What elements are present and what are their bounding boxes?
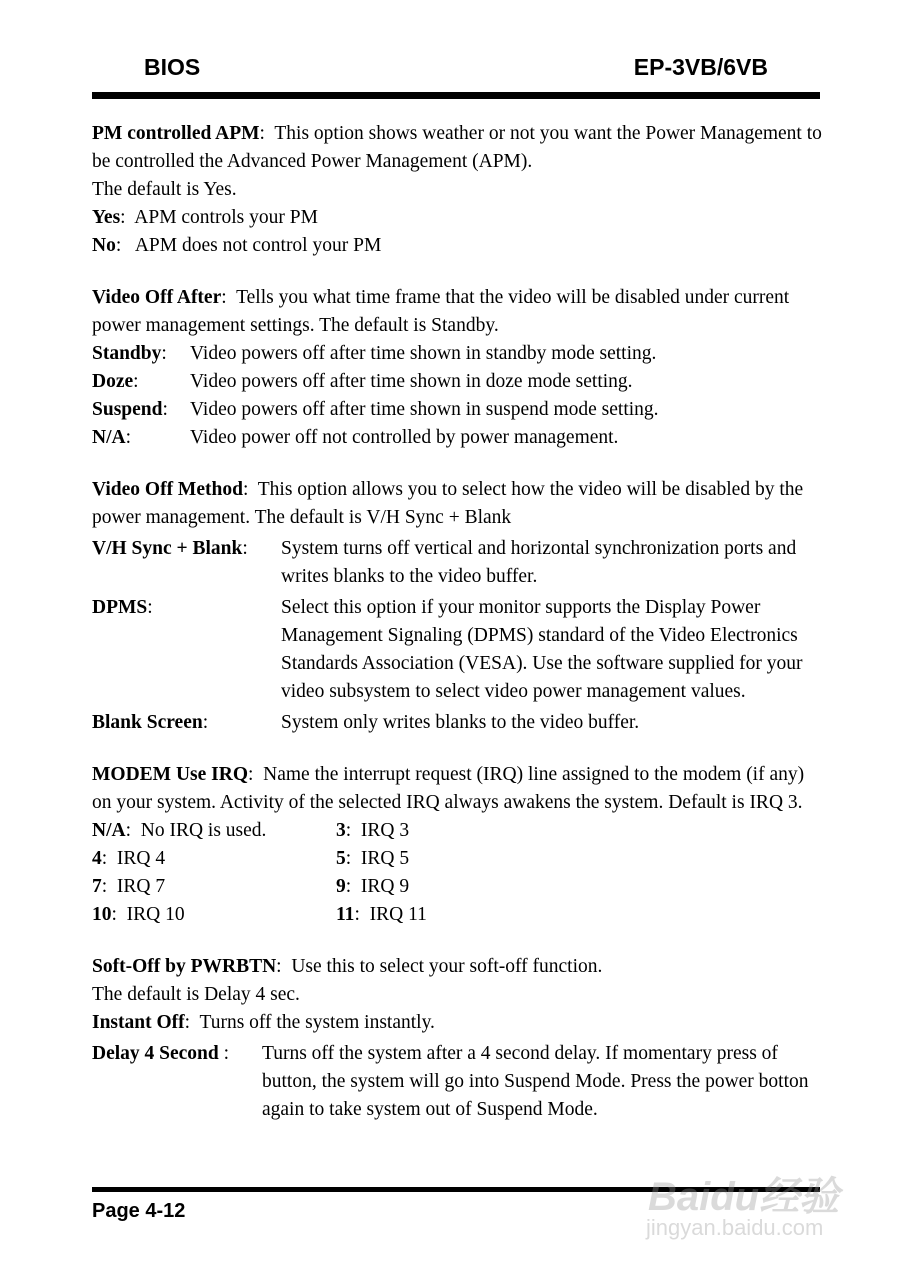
section-pm-controlled-apm [92, 120, 822, 260]
option-value: System only writes blanks to the video buffer. [281, 712, 640, 733]
pm-option-yes: Yes: APM controls your PM [92, 207, 318, 228]
option-key-wrap: Suspend: [92, 399, 168, 420]
option-value: Video powers off after time shown in doze mode setting. [190, 371, 633, 392]
modem-desc-text: Name the interrupt request (IRQ) line assigned to the modem (if any) on your system. Activity of the selected IRQ always awakens the system. Default is IRQ 3. [92, 764, 805, 813]
pm-default: The default is Yes. [92, 179, 237, 200]
video-off-method-description: Video Off Method: This option allows you to select how the video will be disabled by the power management. The default is V/H Sync + Blank [92, 479, 804, 528]
section-modem-use-irq [92, 761, 822, 929]
irq-option: N/A: No IRQ is used. [92, 820, 267, 841]
option-key-wrap: N/A: [92, 427, 132, 448]
option-key: 11 [336, 904, 355, 925]
option-key: Standby [92, 343, 162, 364]
soft-off-description: Soft-Off by PWRBTN: Use this to select your soft-off function. [92, 956, 603, 977]
modem-term: MODEM Use IRQ [92, 764, 248, 785]
option-key: Instant Off [92, 1012, 185, 1033]
option-value: IRQ 10 [126, 904, 185, 925]
option-key: 3 [336, 820, 346, 841]
video-off-after-option-doze [92, 368, 822, 396]
option-key-wrap: Delay 4 Second : [92, 1043, 230, 1064]
irq-option: 9: IRQ 9 [336, 876, 410, 897]
option-value: Video power off not controlled by power management. [190, 427, 619, 448]
soft-off-desc-text: Use this to select your soft-off function. [291, 956, 603, 977]
option-key: No [92, 235, 116, 256]
section-video-off-after [92, 284, 822, 452]
pm-option-no: No: APM does not control your PM [92, 235, 382, 256]
option-key: 5 [336, 848, 346, 869]
option-value: Turns off the system instantly. [199, 1012, 435, 1033]
pm-description: PM controlled APM: This option shows weather or not you want the Power Management to be controlled the Advanced Power Management (APM). [92, 123, 822, 172]
irq-option: 10: IRQ 10 [92, 904, 185, 925]
option-value: APM controls your PM [134, 207, 318, 228]
irq-option: 3: IRQ 3 [336, 820, 410, 841]
irq-option: 7: IRQ 7 [92, 876, 166, 897]
option-value: Select this option if your monitor supports the Display Power Management Signaling (DPMS) standard of the Video Electronics Standards Association (VESA). Use the software supplied for your video subsystem to select video power management values. [281, 597, 803, 702]
option-key: 9 [336, 876, 346, 897]
header-rule [92, 92, 820, 99]
option-key: Suspend [92, 399, 163, 420]
section-soft-off-by-pwrbtn [92, 953, 822, 1124]
soft-off-option-instant: Instant Off: Turns off the system instantly. [92, 1012, 435, 1033]
option-value: System turns off vertical and horizontal synchronization ports and writes blanks to the video buffer. [281, 538, 797, 587]
option-value: Turns off the system after a 4 second delay. If momentary press of button, the system will go into Suspend Mode. Press the power botton again to take system out of Suspend Mode. [262, 1043, 809, 1120]
option-key-wrap: Blank Screen: [92, 712, 209, 733]
modem-description: MODEM Use IRQ: Name the interrupt request (IRQ) line assigned to the modem (if any) on your system. Activity of the selected IRQ always awakens the system. Default is IRQ 3. [92, 764, 805, 813]
option-key-wrap: Standby: [92, 343, 167, 364]
header-title-right: EP-3VB/6VB [633, 54, 768, 80]
video-off-method-option-blank-screen [92, 709, 822, 737]
irq-option: 5: IRQ 5 [336, 848, 410, 869]
option-key: N/A [92, 427, 126, 448]
option-key: Doze [92, 371, 134, 392]
option-key: 10 [92, 904, 112, 925]
section-video-off-method [92, 476, 822, 737]
irq-option: 4: IRQ 4 [92, 848, 166, 869]
option-value: IRQ 5 [360, 848, 410, 869]
video-off-after-desc-text: Tells you what time frame that the video will be disabled under current power management settings. The default is Standby. [92, 287, 790, 336]
option-key-wrap: V/H Sync + Blank: [92, 538, 248, 559]
option-key: Delay 4 Second [92, 1043, 219, 1064]
pm-desc-text: This option shows weather or not you want the Power Management to be controlled the Advanced Power Management (APM). [92, 123, 822, 172]
option-value: IRQ 7 [116, 876, 166, 897]
soft-off-option-delay [92, 1040, 822, 1124]
video-off-after-term: Video Off After [92, 287, 222, 308]
document-body [92, 120, 822, 1124]
option-value: Video powers off after time shown in suspend mode setting. [190, 399, 659, 420]
video-off-after-description: Video Off After: Tells you what time frame that the video will be disabled under current power management settings. The default is Standby. [92, 287, 790, 336]
header-title-left: BIOS [144, 54, 201, 80]
option-value: IRQ 9 [360, 876, 410, 897]
option-value: APM does not control your PM [134, 235, 382, 256]
option-key: N/A [92, 820, 126, 841]
option-key: 4 [92, 848, 102, 869]
page-number: Page 4-12 [92, 1200, 186, 1222]
watermark-site: jingyan.baidu.com [646, 1215, 824, 1240]
option-value: Video powers off after time shown in standby mode setting. [190, 343, 657, 364]
option-key: Yes [92, 207, 121, 228]
video-off-after-option-na [92, 424, 822, 452]
soft-off-term: Soft-Off by PWRBTN [92, 956, 277, 977]
video-off-method-option-vh-sync [92, 535, 822, 591]
modem-irq-grid [92, 817, 822, 929]
baidu-watermark-logo [640, 1165, 860, 1245]
irq-option: 11: IRQ 11 [336, 904, 427, 925]
video-off-method-option-dpms [92, 594, 822, 706]
video-off-method-desc-text: This option allows you to select how the video will be disabled by the power management. The default is V/H Sync + Blank [92, 479, 804, 528]
option-value: IRQ 4 [116, 848, 166, 869]
option-key-wrap: Doze: [92, 371, 139, 392]
video-off-after-option-standby [92, 340, 822, 368]
page-header [92, 50, 820, 90]
option-value: IRQ 3 [360, 820, 410, 841]
option-value: IRQ 11 [369, 904, 427, 925]
option-key: DPMS [92, 597, 148, 618]
video-off-method-term: Video Off Method [92, 479, 243, 500]
option-value: No IRQ is used. [140, 820, 267, 841]
option-key-wrap: DPMS: [92, 597, 153, 618]
pm-term: PM controlled APM [92, 123, 260, 144]
soft-off-default: The default is Delay 4 sec. [92, 984, 300, 1005]
option-key: Blank Screen [92, 712, 203, 733]
watermark-brand: Baidu经验 [648, 1175, 840, 1219]
option-key: 7 [92, 876, 102, 897]
video-off-after-option-suspend [92, 396, 822, 424]
option-key: V/H Sync + Blank [92, 538, 243, 559]
